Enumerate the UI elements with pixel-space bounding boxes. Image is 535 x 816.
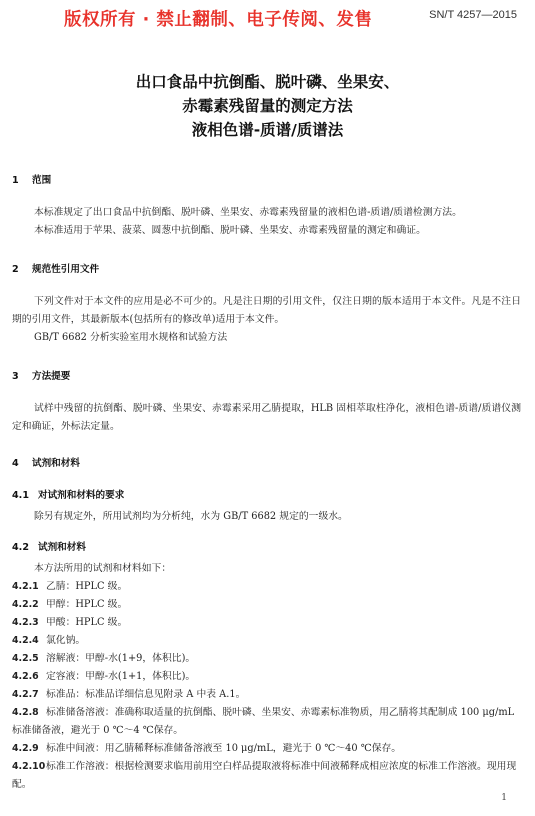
section-number: 3 xyxy=(12,371,19,382)
item-number: 4.2.2 xyxy=(12,599,39,610)
title-line-2: 赤霉素残留量的测定方法 xyxy=(182,97,353,115)
section-number: 1 xyxy=(12,175,19,186)
item-number: 4.2.1 xyxy=(12,581,39,592)
item-text: 标准工作溶液：根据检测要求临用前用空白样品提取液将标准中间液稀释成相应浓度的标准工作溶液。现用现配。 xyxy=(12,761,517,790)
item-text: 标准中间液：用乙腈稀释标准储备溶液至 10 μg/mL，避光于 0 ℃～40 ℃保存。 xyxy=(46,743,402,754)
section-number: 2 xyxy=(12,264,19,275)
section-title: 试剂和材料 xyxy=(32,458,80,469)
list-item xyxy=(12,578,521,596)
list-item xyxy=(12,614,521,632)
section-heading-scope xyxy=(12,172,51,186)
document-number: SN/T 4257—2015 xyxy=(429,9,517,21)
page-number: 1 xyxy=(501,793,507,803)
list-item xyxy=(12,686,521,704)
item-number: 4.2.8 xyxy=(12,707,39,718)
list-item xyxy=(12,758,521,794)
paragraph-list-intro: 本方法所用的试剂和材料如下： xyxy=(34,563,172,574)
list-item xyxy=(12,632,521,650)
title-line-1: 出口食品中抗倒酯、脱叶磷、坐果安、 xyxy=(135,73,400,91)
item-number: 4.2.7 xyxy=(12,689,39,700)
subsection-heading-materials xyxy=(12,539,86,553)
item-text: 甲酸：HPLC 级。 xyxy=(46,617,128,628)
section-number: 4.1 xyxy=(12,490,29,501)
list-item xyxy=(12,596,521,614)
paragraph-references-2: GB/T 6682 分析实验室用水规格和试验方法 xyxy=(34,332,228,343)
item-text: 标准储备溶液：准确称取适量的抗倒酯、脱叶磷、坐果安、赤霉素标准物质，用乙腈将其配制成 100 μg/mL 标准储备液，避光于 0 ℃～4 ℃保存。 xyxy=(12,707,515,736)
list-item xyxy=(12,650,521,668)
item-text: 定容液：甲醇-水(1+1，体积比)。 xyxy=(46,671,196,682)
section-title: 范围 xyxy=(32,175,52,186)
paragraph-method: 试样中残留的抗倒酯、脱叶磷、坐果安、赤霉素采用乙腈提取，HLB 固相萃取柱净化，液相色谱-质谱/质谱仪测定和确证，外标法定量。 xyxy=(12,403,521,432)
section-title: 规范性引用文件 xyxy=(32,264,100,275)
section-title: 对试剂和材料的要求 xyxy=(38,490,125,501)
section-heading-reagents xyxy=(12,455,80,469)
section-number: 4.2 xyxy=(12,542,29,553)
item-text: 甲醇：HPLC 级。 xyxy=(46,599,128,610)
section-heading-references xyxy=(12,261,99,275)
section-number: 4 xyxy=(12,458,19,469)
item-text: 标准品：标准品详细信息见附录 A 中表 A.1。 xyxy=(46,689,246,700)
paragraph-scope-1: 本标准规定了出口食品中抗倒酯、脱叶磷、坐果安、赤霉素残留量的液相色谱-质谱/质谱检测方法。 xyxy=(34,207,462,218)
item-number: 4.2.10 xyxy=(12,761,46,772)
item-text: 乙腈：HPLC 级。 xyxy=(46,581,128,592)
paragraph-references-1: 下列文件对于本文件的应用是必不可少的。凡是注日期的引用文件，仅注日期的版本适用于本文件。凡是不注日期的引用文件，其最新版本(包括所有的修改单)适用于本文件。 xyxy=(12,296,521,325)
item-number: 4.2.5 xyxy=(12,653,39,664)
section-title: 试剂和材料 xyxy=(38,542,86,553)
item-number: 4.2.9 xyxy=(12,743,39,754)
item-number: 4.2.3 xyxy=(12,617,39,628)
item-text: 溶解液：甲醇-水(1+9，体积比)。 xyxy=(46,653,196,664)
document-title xyxy=(0,70,535,142)
paragraph-requirements: 除另有规定外，所用试剂均为分析纯，水为 GB/T 6682 规定的一级水。 xyxy=(34,511,348,522)
item-text: 氯化钠。 xyxy=(46,635,86,646)
list-item xyxy=(12,740,521,758)
list-item xyxy=(12,668,521,686)
section-heading-method xyxy=(12,368,70,382)
item-number: 4.2.6 xyxy=(12,671,39,682)
watermark-text: 版权所有 · 禁止翻制、电子传阅、发售 xyxy=(64,10,373,30)
subsection-heading-requirements xyxy=(12,487,124,501)
section-title: 方法提要 xyxy=(32,371,71,382)
item-number: 4.2.4 xyxy=(12,635,39,646)
list-item xyxy=(12,704,521,740)
title-line-3: 液相色谱-质谱/质谱法 xyxy=(191,121,344,139)
paragraph-scope-2: 本标准适用于苹果、菠菜、圆葱中抗倒酯、脱叶磷、坐果安、赤霉素残留量的测定和确证。 xyxy=(34,225,426,236)
